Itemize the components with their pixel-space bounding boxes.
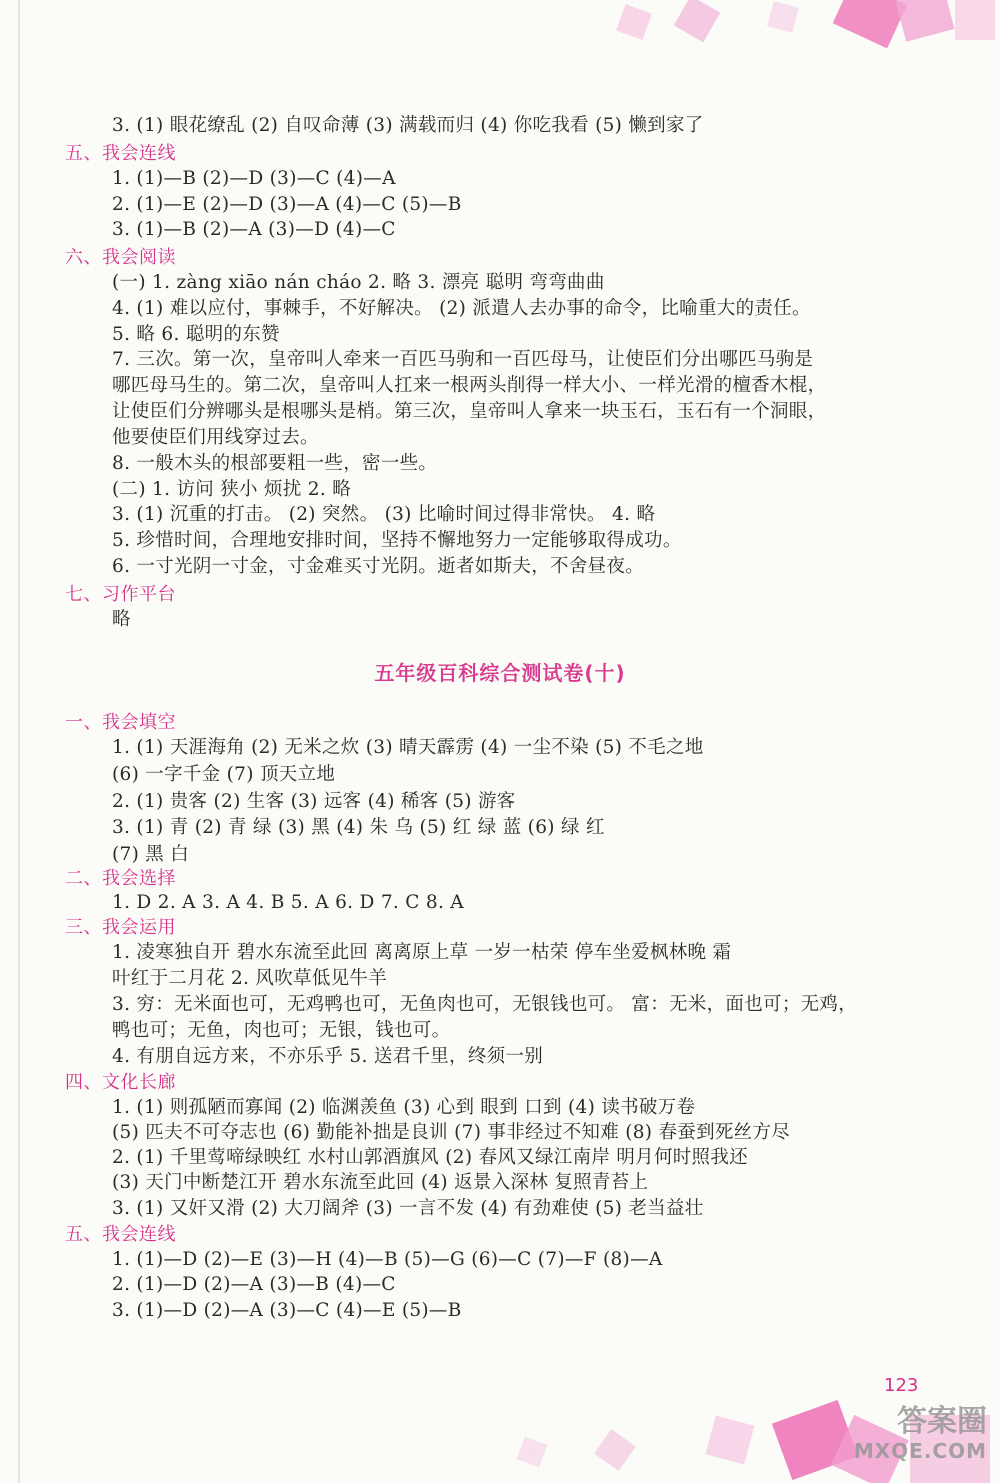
section-heading: 三、我会运用 [65, 917, 176, 938]
section-heading: 二、我会选择 [65, 868, 176, 889]
answer-line: (一) 1. zàng xiāo nán cháo 2. 略 3. 漂亮 聪明 弯弯曲曲 [112, 272, 605, 293]
test-title: 五年级百科综合测试卷(十) [374, 661, 626, 685]
answer-line: 8. 一般木头的根部要粗一些，密一些。 [112, 453, 438, 474]
answer-line: 1. (1)—D (2)—E (3)—H (4)—B (5)—G (6)—C (7)—F (8)—A [112, 1249, 663, 1270]
answer-line: 3. 穷：无米面也可，无鸡鸭也可，无鱼肉也可，无银钱也可。 富：无米，面也可；无鸡， [112, 994, 858, 1015]
answer-line: (二) 1. 访问 狭小 烦扰 2. 略 [112, 479, 352, 500]
answer-line: 3. (1) 眼花缭乱 (2) 自叹命薄 (3) 满载而归 (4) 你吃我看 (5) 懒到家了 [112, 115, 704, 136]
answer-line: 3. (1) 沉重的打击。 (2) 突然。 (3) 比喻时间过得非常快。 4. 略 [112, 504, 656, 525]
answer-line: 1. (1) 天涯海角 (2) 无米之炊 (3) 晴天霹雳 (4) 一尘不染 (5) 不毛之地 [112, 737, 704, 758]
answer-line: 2. (1)—D (2)—A (3)—B (4)—C [112, 1274, 396, 1295]
watermark-bottom: MXQE.COM [853, 1439, 987, 1463]
answer-line: 2. (1) 贵客 (2) 生客 (3) 远客 (4) 稀客 (5) 游客 [112, 791, 516, 812]
answer-line: 3. (1) 青 (2) 青 绿 (3) 黑 (4) 朱 乌 (5) 红 绿 蓝 (6) 绿 红 [112, 817, 605, 838]
answer-line: 他要使臣们用线穿过去。 [112, 427, 319, 448]
section-heading: 六、我会阅读 [65, 247, 176, 268]
answer-line: (3) 天门中断楚江开 碧水东流至此回 (4) 返景入深林 复照青苔上 [112, 1172, 649, 1193]
section-heading: 七、习作平台 [65, 584, 176, 605]
answer-line: 5. 略 6. 聪明的东赞 [112, 324, 280, 345]
answer-line: 哪匹母马生的。第二次，皇帝叫人扛来一根两头削得一样大小、一样光滑的檀香木棍， [112, 375, 827, 396]
answer-line: 叶红于二月花 2. 风吹草低见牛羊 [112, 968, 388, 989]
answer-line: 4. (1) 难以应付，事棘手，不好解决。 (2) 派遣人去办事的命令，比喻重大的责任。 [112, 298, 811, 319]
answer-line: 1. (1)—B (2)—D (3)—C (4)—A [112, 168, 396, 189]
answer-line: 3. (1)—D (2)—A (3)—C (4)—E (5)—B [112, 1300, 462, 1321]
section-heading: 五、我会连线 [65, 143, 176, 164]
answer-line: 1. (1) 则孤陋而寡闻 (2) 临渊羡鱼 (3) 心到 眼到 口到 (4) 读书破万卷 [112, 1097, 696, 1118]
section-heading: 一、我会填空 [65, 712, 176, 733]
answer-line: (7) 黑 白 [112, 844, 190, 865]
watermark-top: 答案圈 [897, 1404, 987, 1439]
section-heading: 五、我会连线 [65, 1224, 176, 1245]
left-margin-line [18, 0, 20, 1483]
answer-line: 2. (1) 千里莺啼绿映红 水村山郭酒旗风 (2) 春风又绿江南岸 明月何时照我还 [112, 1147, 748, 1168]
answer-line: 1. 凌寒独自开 碧水东流至此回 离离原上草 一岁一枯荣 停车坐爱枫林晚 霜 [112, 942, 732, 963]
page-number: 123 [884, 1375, 919, 1396]
answer-line: 3. (1) 又奸又滑 (2) 大刀阔斧 (3) 一言不发 (4) 有劲难使 (5) 老当益壮 [112, 1198, 704, 1219]
section-heading: 四、文化长廊 [65, 1072, 176, 1093]
answer-line: 3. (1)—B (2)—A (3)—D (4)—C [112, 219, 396, 240]
answer-line: (5) 匹夫不可夺志也 (6) 勤能补拙是良训 (7) 事非经过不知难 (8) 春蚕到死丝方尽 [112, 1122, 791, 1143]
answer-line: (6) 一字千金 (7) 顶天立地 [112, 764, 336, 785]
answer-line: 5. 珍惜时间，合理地安排时间，坚持不懈地努力一定能够取得成功。 [112, 530, 682, 551]
top-right-decoration [560, 0, 1000, 60]
answer-line: 让使臣们分辨哪头是根哪头是梢。第三次，皇帝叫人拿来一块玉石，玉石有一个洞眼， [112, 401, 827, 422]
answer-line: 6. 一寸光阴一寸金，寸金难买寸光阴。逝者如斯夫，不舍昼夜。 [112, 556, 645, 577]
answer-line: 1. D 2. A 3. A 4. B 5. A 6. D 7. C 8. A [112, 892, 464, 913]
answer-line: 2. (1)—E (2)—D (3)—A (4)—C (5)—B [112, 194, 462, 215]
answer-line: 4. 有朋自远方来，不亦乐乎 5. 送君千里，终须一别 [112, 1046, 544, 1067]
answer-line: 鸭也可；无鱼，肉也可；无银，钱也可。 [112, 1020, 451, 1041]
watermark [822, 1405, 987, 1463]
answer-line: 7. 三次。第一次，皇帝叫人牵来一百匹马驹和一百匹母马，让使臣们分出哪匹马驹是 [112, 349, 814, 370]
answer-line: 略 [112, 609, 131, 630]
